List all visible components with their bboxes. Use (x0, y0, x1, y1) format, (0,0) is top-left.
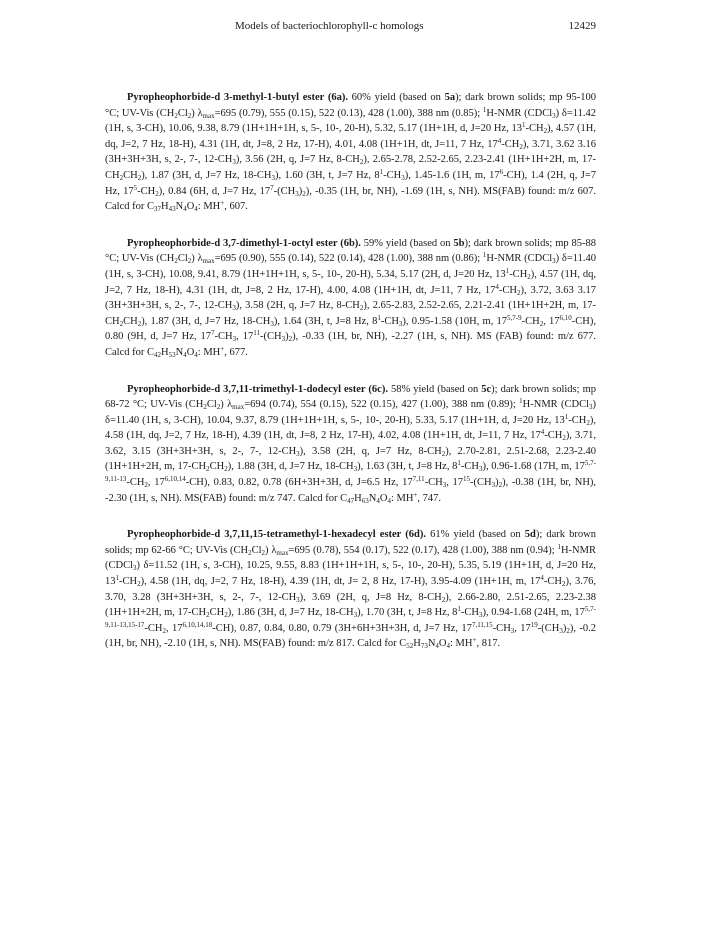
page-number: 12429 (568, 20, 596, 32)
compound-entry-6b (105, 236, 596, 361)
compound-entry-6a (105, 90, 596, 215)
compound-data: 60% yield (based on 5a); dark brown solids; mp 95-100 °C; UV-Vis $(CH_2Cl_2)$ $\lambda_{max}=695$ (0.79), 555 (0.15), 522 (0.13), 428 (1.00), 388 nm (0.85); $^1$H-NMR (CDCl$_3$) δ=11.42 (1H, s, 3-CH), 10.06, 9.38, 8.79 (1H+1H+1H, s, 5-, 10-, 20-H), 5.32, 5.17 (1H+1H, d, J=20 Hz, $13^1-CH_2$), 4.57 (1H, dq, J=2, 7 Hz, 18-H), 4.31 (1H, dt, J=8, 2 Hz, 17-H), 4.01, 4.08 (1H+1H, dt, J=11, 7 Hz, $17^4-CH_2$), 3.71, 3.62 3.16 (3H+3H+3H, s, 2-, 7-, $12-CH_3$), 3.56 (2H, q, J=7 Hz, $8-CH_2$), 2.65-2.78, 2.52-2.65, 2.23-2.41 (1H+1H+2H, m, $17-CH_2CH_2$), 1.87 (3H, d, J=7 Hz, $18-CH_3$), 1.60 (3H, t, J=7 Hz, $8^1-CH_3$), 1.45-1.6 (1H, m, $17^6-CH$), 1.4 (2H, q, J=7 Hz, $17^5-CH_2$), 0.84 (6H, d, J=7 Hz, $17^7-(CH_3)_2$), -0.35 (1H, br, NH), -1.69 (1H, s, NH). MS(FAB) found: m/z 607. Calcd for $C_{37}H_{43}N_4O_4$: MH+, 607. (105, 92, 597, 214)
running-title: Models of bacteriochlorophyll-c homologs (235, 20, 424, 32)
compound-data: 58% yield (based on 5c); dark brown solids; mp 68-72 °C; UV-Vis $(CH_2Cl_2)$ $\lambda_{max}=694$ (0.74), 554 (0.15), 522 (0.15), 427 (1.00), 388 nm (0.89); $^1$H-NMR (CDCl$_3$) δ=11.40 (1H, s, 3-CH), 10.04, 9.37, 8.79 (1H+1H+1H, s, 5-, 10-, 20-H), 5.33, 5.17 (1H+1H, d, J=20 Hz, $13^1-CH_2$), 4.58 (1H, dq, J=2, 7 Hz, 18-H), 4.39 (1H, dt, J=8, 2 Hz, 17-H), 4.02, 4.08 (1H+1H, dt, J=11, 7 Hz, $17^4-CH_2$), 3.71, 3.62, 3.15 (3H+3H+3H, s, 2-, 7-, $12-CH_3$), 3.58 (2H, q, J=7 Hz, $8-CH_2$), 2.70-2.81, 2.51-2.68, 2.23-2.40 (1H+1H+2H, m, $17-CH_2CH_2$), 1.88 (3H, d, J=7 Hz, $18-CH_3$), 1.63 (3H, t, J=8 Hz, $8^1-CH_3$), 0.96-1.68 (17H, m, $17^{5,7-9,11-13}-CH_2$, 17$^{6,10,14}$-CH), 0.83, 0.82, 0.78 (6H+3H+3H, d, J=6.5 Hz, $17^{7,11}-CH_3$, $17^{15}-(CH_3)_2$), -0.38 (1H, br, NH), -2.30 (1H, s, NH). MS(FAB) found: m/z 747. Calcd for $C_{47}H_{63}N_4O_4$: MH+, 747. (105, 383, 597, 505)
experimental-section (105, 90, 596, 673)
running-header (108, 20, 596, 36)
compound-data: 59% yield (based on 5b); dark brown solids; mp 85-88 °C; UV-Vis $(CH_2Cl_2)$ $\lambda_{max}=695$ (0.90), 555 (0.14), 522 (0.14), 428 (1.00), 388 nm (0.86); $^1$H-NMR (CDCl$_3$) δ=11.40 (1H, s, 3-CH), 10.08, 9.41, 8.79 (1H+1H+1H, s, 5-, 10-, 20-H), 5.34, 5.17 (2H, d, J=20 Hz, $13^1-CH_2$), 4.57 (1H, dq, J=2, 7 Hz, 18-H), 4.31 (1H, dt, J=8, 2 Hz, 17-H), 4.00, 4.08 (1H+1H, dt, J=11, 7 Hz, $17^4-CH_2$), 3.72, 3.63 3.17 (3H+3H+3H, s, 2-, 7-, $12-CH_3$), 3.58 (2H, q, J=7 Hz, $8-CH_2$), 2.65-2.83, 2.52-2.65, 2.21-2.41 (1H+1H+2H, m, $17-CH_2CH_2$), 1.87 (3H, d, J=7 Hz, $18-CH_3$), 1.64 (3H, t, J=8 Hz, $8^1-CH_3$), 0.95-1.58 (10H, m, $17^{5,7-9}-CH_2$, 17$^{6,10}$-CH), 0.80 (9H, d, J=7 Hz, $17^7-CH_3$, $17^{11}-(CH_3)_2$), -0.33 (1H, br, NH), -2.27 (1H, s, NH). MS (FAB) found: m/z 677. Calcd for $C_{42}H_{53}N_4O_4$: MH+, 677. (105, 237, 597, 359)
compound-title: Pyropheophorbide-d 3-methyl-1-butyl ester (6a). (127, 92, 348, 103)
compound-title: Pyropheophorbide-d 3,7,11-trimethyl-1-dodecyl ester (6c). (127, 383, 388, 395)
compound-entry-6c (105, 382, 596, 507)
compound-data: 61% yield (based on 5d); dark brown solids; mp 62-66 °C; UV-Vis $(CH_2Cl_2)$ $\lambda_{max}=695$ (0.78), 554 (0.17), 522 (0.17), 428 (1.00), 388 nm (0.94); $^1$H-NMR (CDCl$_3$) δ=11.52 (1H, s, 3-CH), 10.25, 9.55, 8.83 (1H+1H+1H, s, 5-, 10-, 20-H), 5.35, 5.19 (1H+1H, d, J=20 Hz, $13^1-CH_2$), 4.58 (1H, dq, J=2, 7 Hz, 18-H), 4.39 (1H, dt, J= 2, 8 Hz, 17-H), 3.95-4.09 (1H+1H, m, $17^4-CH_2$), 3.76, 3.70, 3.28 (3H+3H+3H, s, 2-, 7-, $12-CH_3$), 3.69 (2H, q, J=8 Hz, $8-CH_2$), 2.66-2.80, 2.51-2.65, 2.23-2.38 (1H+1H+2H, m, $17-CH_2CH_2$), 1.86 (3H, d, J=7 Hz, $18-CH_3$), 1.70 (3H, t, J=8 Hz, $8^1-CH_3$), 0.94-1.68 (24H, m, $17^{5,7-9,11-13,15-17}-CH_2$, 17$^{6,10,14,18}$-CH), 0.87, 0.84, 0.80, 0.79 (3H+6H+3H+3H, d, J=7 Hz, $17^{7,11,15}-CH_3$, $17^{19}-(CH_3)_2$), -0.2 (1H, br, NH), -2.10 (1H, s, NH). MS(FAB) found: m/z 817. Calcd for $C_{52}H_{73}N_4O_4$: MH+, 817. (105, 529, 596, 651)
compound-title: Pyropheophorbide-d 3,7-dimethyl-1-octyl ester (6b). (127, 237, 361, 249)
compound-title: Pyropheophorbide-d 3,7,11,15-tetramethyl-1-hexadecyl ester (6d). (127, 529, 426, 541)
compound-entry-6d (105, 527, 596, 652)
